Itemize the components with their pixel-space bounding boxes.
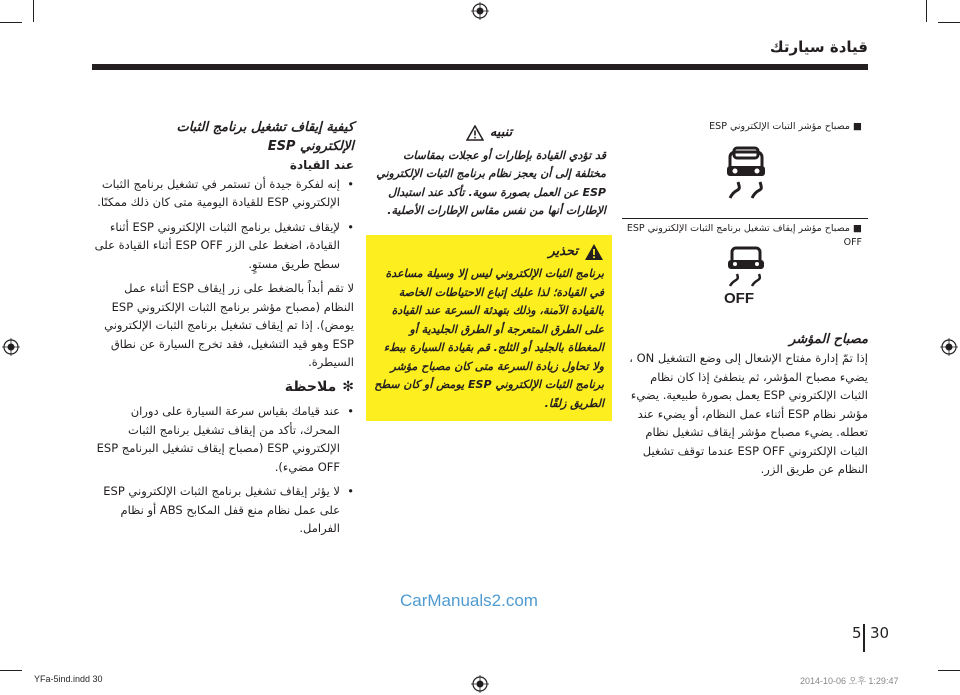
bullet-text: إنه لفكرة جيدة أن تستمر في تشغيل برنامج الثبات الإلكتروني ESP للقيادة اليومية متى كان ذلك ممكنًا. [97,176,340,209]
bullet-text: لإيقاف تشغيل برنامج الثبات الإلكتروني ESP أثناء القيادة، اضغط على الزر ESP OFF أثناء القيادة على سطح طريق مستوٍ. [94,219,340,271]
caution-body: قد تؤدي القيادة بإطارات أو عجلات بمقاسات مختلفة إلى أن يعجز نظام برنامج الثبات الإلكتروني ESP عن العمل بصورة سوية. تأكد عند استبدال الإطارات أنها من نفس مقاس الإطارات الأصلية. [376,148,606,217]
driving-subheading: عند القيادة [289,158,354,172]
esp-on-label: ■ مصباح مؤشر التبات الإلكتروني ESP [709,121,862,132]
bullet-icon: • [347,219,354,234]
list-item [92,218,354,274]
registration-mark-icon [940,338,958,356]
warning-body: برنامج الثبات الإلكتروني ليس إلا وسيلة مساعدة في القيادة؛ لذا عليك إتباع الاحتياطات الخاصة بالقيادة الآمنة، وذلك بتهدئة السرعة عند القيادة على الطرق المتعرجة أو الطرق الجليدية أو المغطاة بالجليد أو الثلج. قم بقيادة السيارة ببطء ولا تحاول زيادة السرعة متى كان مصباح مؤشر برنامج الثبات الإلكتروني ESP يومض أو كان سطح الطريق زلقًا. [374,267,604,410]
section-number: 5 [852,624,862,642]
bullet-icon: • [347,404,354,418]
bullet-icon: • [347,176,354,191]
list-item [92,402,354,476]
crop-mark [0,670,22,671]
note-title-row [92,378,354,397]
slug-filename: YFa-5ind.indd 30 [34,674,103,684]
indicator-body: إذا تمّ إدارة مفتاح الإشعال إلى وضع التشغيل ON ، يضيء مصباح المؤشر، ثم ينطفئ إذا كان نظام الثبات الإلكتروني ESP يعمل بصورة طبيعية. يضيء مؤشر نظام ESP أثناء عمل النظام، أو يضيء عند تعطله. يضيء مصباح مؤشر إيقاف تشغيل نظام الثبات الإلكتروني ESP OFF عندما توقف تشغيل النظام عن طريق الزر. [629,351,868,476]
bullet-text: عند قيامك بقياس سرعة السيارة على دوران المحرك، تأكد من إيقاف تشغيل برنامج الثبات الإلكتروني ESP (مصباح إيقاف تشغيل البرنامج ESP OFF مضيء). [96,404,340,474]
middle-column [366,118,612,421]
watermark-link[interactable]: CarManuals2.com [400,591,538,610]
esp-off-label: ■ مصباح مؤشر إيقاف تشغيل برنامج الثبات الإلكتروني ESP OFF [626,223,862,248]
caution-title-row [372,124,606,143]
indicator-section [622,330,868,485]
header-rule [92,64,868,70]
esp-on-panel [622,120,868,219]
indicator-heading: مصباح المؤشر [789,332,868,347]
crop-mark [938,22,960,23]
page-number: 30 [870,624,890,642]
esp-off-panel [622,222,868,320]
list-item [92,175,354,212]
bullet-text: لا يؤثر إيقاف تشغيل برنامج الثبات الإلكتروني ESP على عمل نظام منع قفل المكابح ABS أو نظام الفرامل. [103,484,340,535]
crop-mark [938,670,960,671]
esp-skid-icon [724,146,768,204]
crop-mark [0,22,22,23]
warning-box [366,235,612,422]
footer-divider [863,624,865,652]
crop-mark [926,0,927,22]
left-column [92,118,354,544]
caution-box [366,118,612,227]
warning-triangle-icon [584,243,604,261]
warning-triangle-icon [466,125,484,141]
warning-title: تحذير [548,243,578,259]
slug-timestamp: 2014-10-06 오후 1:29:47 [800,676,899,686]
note-asterisk-icon: ✻ [342,378,354,395]
registration-mark-icon [2,338,20,356]
list-item [92,482,354,538]
crop-mark [33,0,34,22]
registration-mark-icon [471,675,489,693]
warning-title-row [374,243,604,262]
esp-off-heading-line2: الإلكتروني ESP [267,139,354,154]
page-header-title: قيادة سيارتك [769,38,868,56]
registration-mark-icon [471,2,489,20]
esp-off-heading-line1: كيفية إيقاف تشغيل برنامج الثبات [176,120,354,135]
esp-off-icon-label: OFF [724,290,754,307]
warning-paragraph: لا تقم أبداً بالضغط على زر إيقاف ESP أثناء عمل النظام (مصباح مؤشر برنامج الثبات الإلكتروني ESP يومض). إذا تم إيقاف تشغيل برنامج الثبات الإلكتروني ESP وهو قيد التشغيل، فقد تخرج السيارة عن نطاق السيطرة. [104,281,354,369]
bullet-icon: • [347,484,354,498]
note-title: ملاحظة [284,378,337,395]
caution-title: تنبيه [489,125,513,140]
esp-off-icon [722,244,770,288]
